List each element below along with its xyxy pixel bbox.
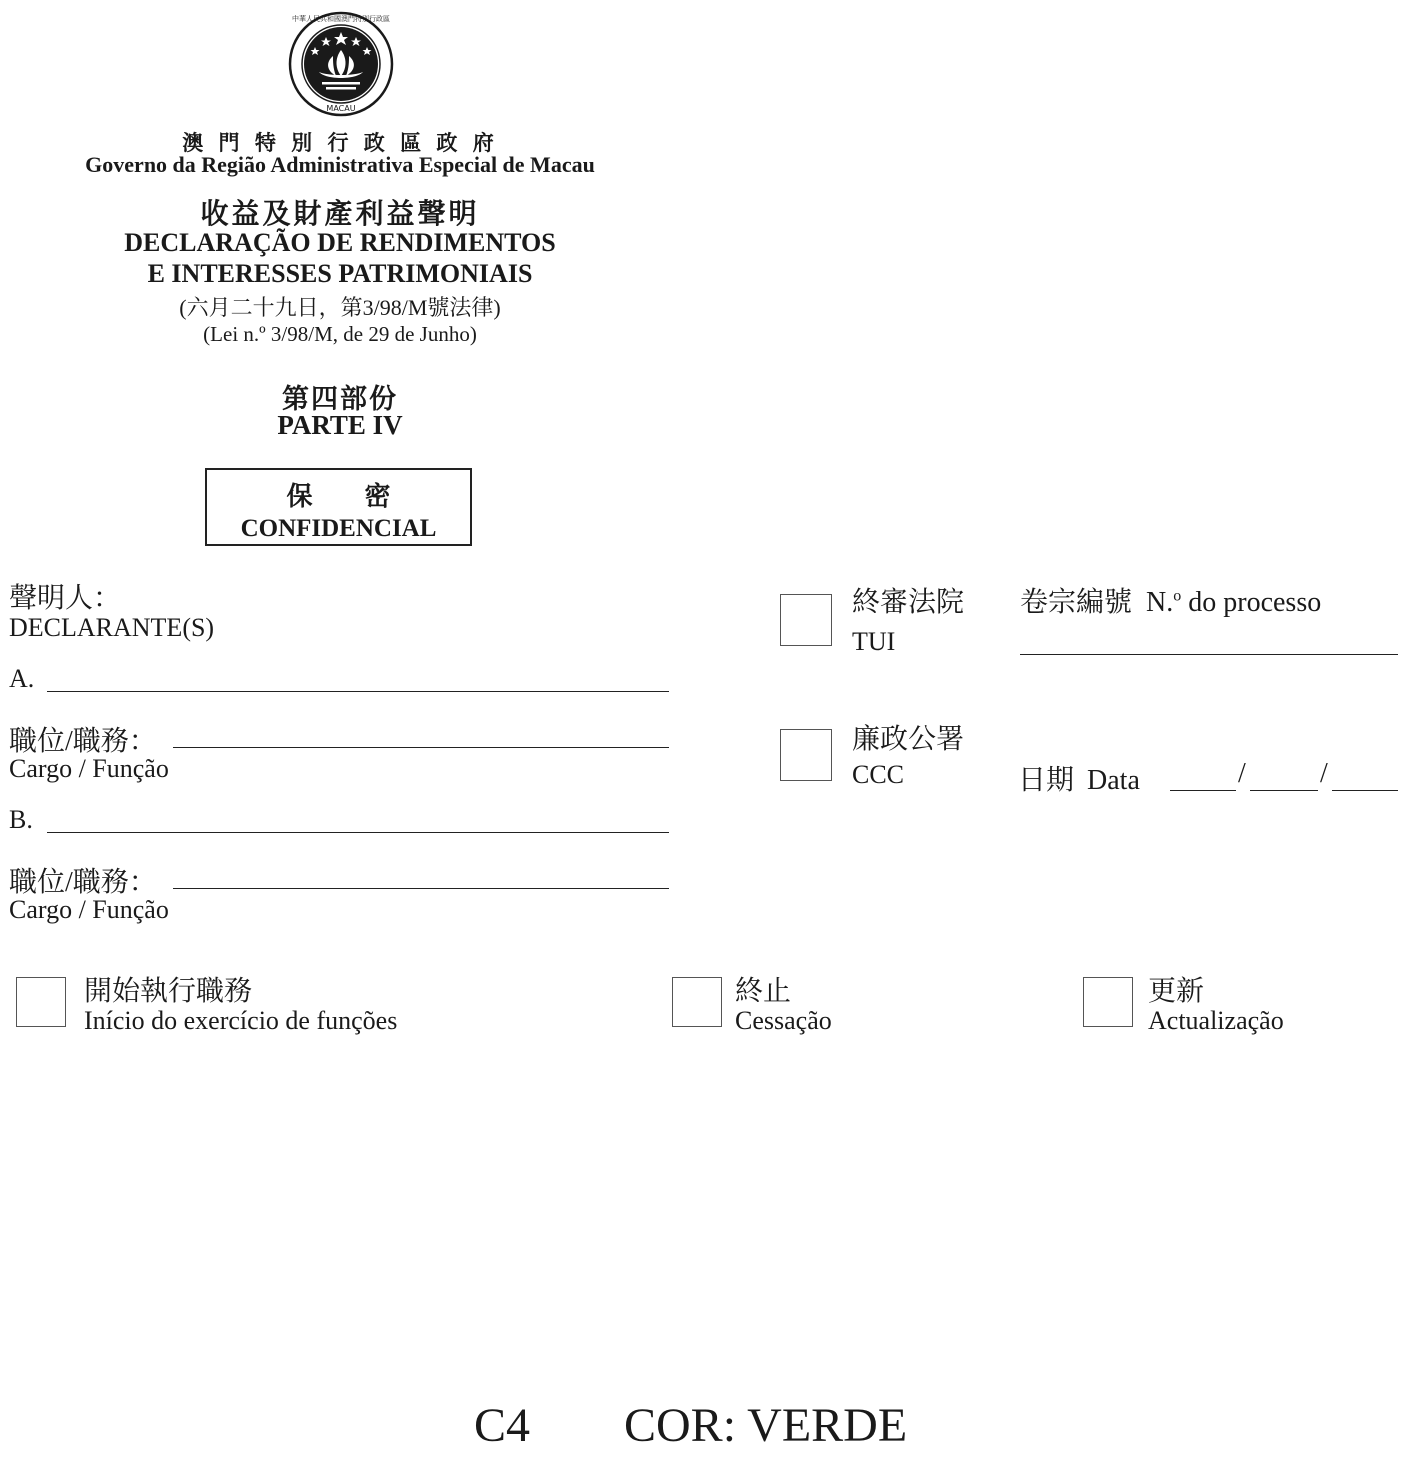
update-label-zh: 更新: [1148, 976, 1205, 1007]
start-of-functions-label-zh: 開始執行職務: [84, 976, 253, 1007]
svg-text:中華人民共和國澳門特別行政區: 中華人民共和國澳門特別行政區: [292, 15, 390, 23]
tui-label-pt: TUI: [852, 627, 896, 656]
form-code: C4: [474, 1399, 531, 1452]
date-year-field[interactable]: [1332, 790, 1398, 791]
declarant-a-label: A.: [9, 664, 35, 693]
process-number-label-zh: 卷宗編號: [1020, 587, 1133, 618]
tui-label-zh: 終審法院: [852, 587, 965, 618]
svg-text:MACAU: MACAU: [326, 104, 356, 113]
ccc-label-pt: CCC: [852, 760, 905, 789]
cargo-a-field[interactable]: [173, 747, 669, 748]
part-title-zh: 第四部份: [282, 384, 398, 415]
date-day-field[interactable]: [1170, 790, 1236, 791]
form-title-zh: 收益及財產利益聲明: [200, 197, 480, 230]
government-name-pt: Governo da Região Administrativa Especial de Macau: [85, 152, 595, 177]
cessation-label-zh: 終止: [735, 976, 792, 1007]
date-separator: /: [1238, 758, 1246, 789]
confidential-pt: CONFIDENCIAL: [240, 515, 437, 542]
form-title-pt-line1: DECLARAÇÃO DE RENDIMENTOS: [124, 228, 556, 257]
confidential-stamp: [205, 468, 472, 546]
form-color: COR: VERDE: [624, 1399, 908, 1452]
date-month-field[interactable]: [1250, 790, 1318, 791]
process-number-label-pt: N.$^o$ do processo: [1146, 587, 1322, 618]
law-reference-pt: (Lei n.º 3/98/M, de 29 de Junho): [203, 322, 477, 346]
declarant-label-pt: DECLARANTE(S): [9, 613, 215, 642]
process-number-field[interactable]: [1020, 654, 1398, 655]
process-number-label: [1020, 580, 1321, 620]
date-separator: /: [1320, 758, 1328, 789]
cargo-b-label-zh: 職位/職務：: [9, 867, 157, 898]
start-of-functions-label-pt: Início do exercício de funções: [84, 1006, 398, 1035]
confidential-zh: 保 密: [286, 482, 391, 512]
declarant-b-name-field[interactable]: [47, 832, 669, 833]
cargo-a-label-pt: Cargo / Função: [9, 754, 169, 783]
update-label-pt: Actualização: [1148, 1006, 1284, 1035]
declarant-b-label: B.: [9, 805, 33, 834]
update-checkbox[interactable]: [1083, 977, 1133, 1027]
form-title-pt-line2: E INTERESSES PATRIMONIAIS: [147, 259, 533, 288]
cargo-a-label-zh: 職位/職務：: [9, 726, 157, 757]
tui-checkbox[interactable]: [780, 594, 832, 646]
cessation-checkbox[interactable]: [672, 977, 722, 1027]
government-name-zh: 澳 門 特 別 行 政 區 政 府: [182, 131, 498, 155]
declarant-a-name-field[interactable]: [47, 691, 669, 692]
ccc-checkbox[interactable]: [780, 729, 832, 781]
cargo-b-label-pt: Cargo / Função: [9, 895, 169, 924]
declarant-label-zh: 聲明人：: [9, 583, 122, 614]
macau-emblem: [286, 10, 396, 118]
part-title-pt: PARTE IV: [277, 410, 403, 440]
date-label-pt: Data: [1087, 765, 1140, 796]
date-label: [1018, 758, 1140, 798]
cargo-b-field[interactable]: [173, 888, 669, 889]
start-of-functions-checkbox[interactable]: [16, 977, 66, 1027]
law-reference-zh: (六月二十九日，第3/98/M號法律): [179, 295, 501, 320]
cessation-label-pt: Cessação: [735, 1006, 832, 1035]
ccc-label-zh: 廉政公署: [852, 724, 965, 755]
date-label-zh: 日期: [1018, 765, 1075, 796]
